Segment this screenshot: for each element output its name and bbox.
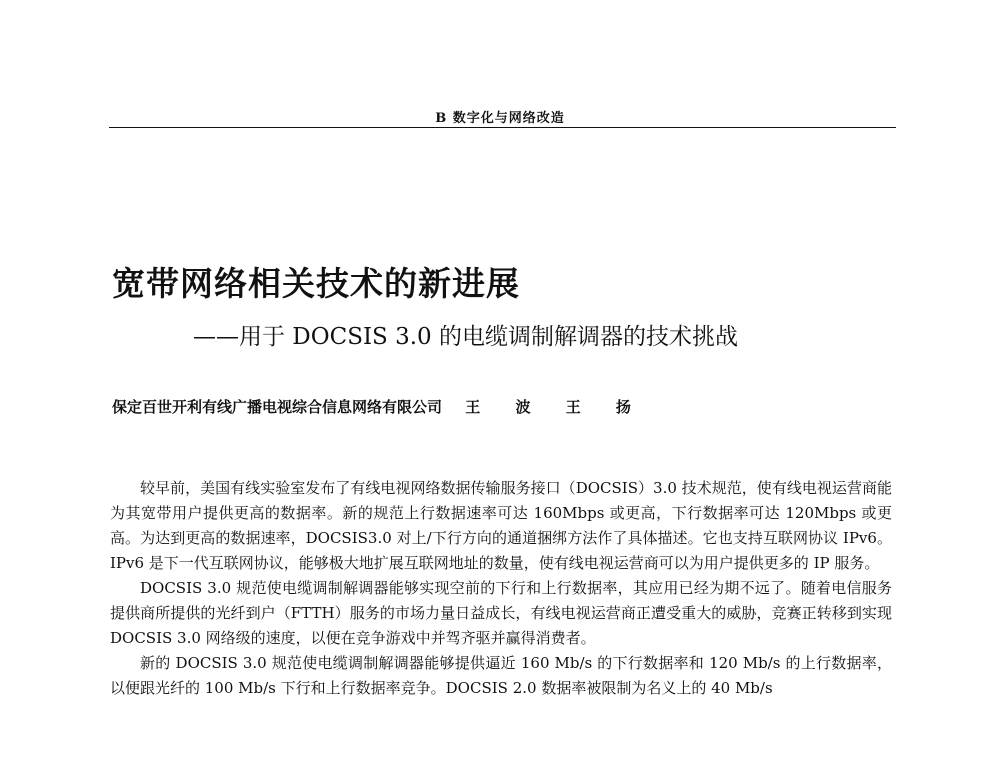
byline <box>112 396 646 417</box>
paragraph: 新的 DOCSIS 3.0 规范使电缆调制解调器能够提供逼近 160 Mb/s 的下行数据率和 120 Mb/s 的上行数据率，以便跟光纤的 100 Mb/s 下行和上行数据率竞争。DOCSIS 2.0 数据率被限制为名义上的 40 Mb/s <box>110 654 892 697</box>
paragraph: DOCSIS 3.0 规范使电缆调制解调器能够实现空前的下行和上行数据率，其应用已经为期不远了。随着电信服务提供商所提供的光纤到户（FTTH）服务的市场力量日益成长，有线电视运营商正遭受重大的威胁，竞赛正转移到实现 DOCSIS 3.0 网络级的速度，以便在竞争游戏中并驾齐驱并赢得消费者。 <box>110 579 892 647</box>
affiliation: 保定百世开利有线广播电视综合信息网络有限公司 <box>112 398 443 416</box>
authors: 王 波 王 扬 <box>465 398 646 416</box>
running-header: B 数字化与网络改造 <box>435 111 565 126</box>
header-rule <box>109 127 896 128</box>
article-title: 宽带网络相关技术的新进展 <box>112 264 520 303</box>
article-subtitle: ——用于 DOCSIS 3.0 的电缆调制解调器的技术挑战 <box>193 324 739 350</box>
article-body <box>110 476 892 701</box>
paragraph: 较早前，美国有线实验室发布了有线电视网络数据传输服务接口（DOCSIS）3.0 技术规范，使有线电视运营商能为其宽带用户提供更高的数据率。新的规范上行数据速率可达 160Mbps 或更高，下行数据率可达 120Mbps 或更高。为达到更高的数据速率，DOCSIS3.0 对上/下行方向的通道捆绑方法作了具体描述。它也支持互联网协议 IPv6。IPv6 是下一代互联网协议，能够极大地扩展互联网地址的数量，使有线电视运营商可以为用户提供更多的 IP 服务。 <box>110 479 892 572</box>
